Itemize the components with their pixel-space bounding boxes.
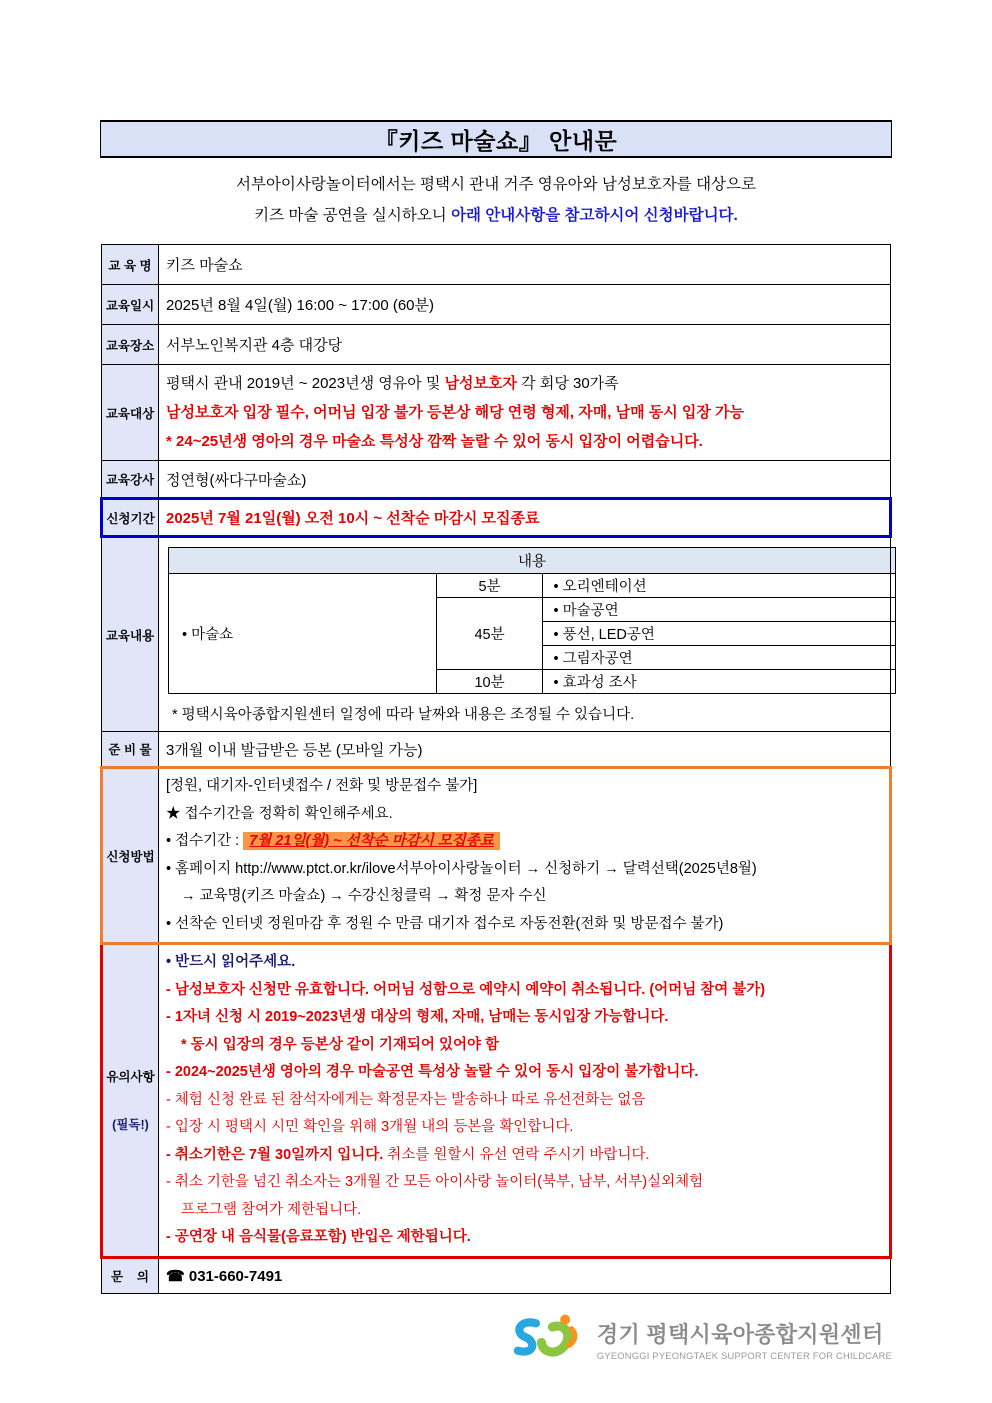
row-label-instructor: 교육강사 xyxy=(102,461,159,499)
row-label-place: 교육장소 xyxy=(102,325,159,365)
notes-line6: - 체험 신청 완료 된 참석자에게는 확정문자는 발송하나 따로 유선전화는 없음 xyxy=(166,1091,646,1108)
intro-line2-prefix: 키즈 마술 공연을 실시하오니 xyxy=(254,207,452,224)
row-label-materials: 준 비 물 xyxy=(102,732,159,768)
row-label-notes xyxy=(102,944,159,1258)
info-table xyxy=(100,244,892,1294)
footer xyxy=(100,1310,892,1369)
schedule-table xyxy=(168,547,896,694)
method-line3-highlight: 7월 21일(월) ~ 선착순 마감시 모집종료 xyxy=(243,832,500,850)
row-value-place: 서부노인복지관 4층 대강당 xyxy=(159,325,891,365)
target-line3: * 24~25년생 영아의 경우 마술쇼 특성상 깜짝 놀랄 수 있어 동시 입장이 어렵습니다. xyxy=(166,433,703,450)
row-value-notes xyxy=(159,944,891,1258)
row-value-period: 2025년 7월 21일(월) 오전 10시 ~ 선착순 마감시 모집종료 xyxy=(159,499,891,537)
notes-row xyxy=(102,944,891,1258)
table-row xyxy=(102,325,891,365)
row-label-content: 교육내용 xyxy=(102,537,159,732)
intro-paragraph xyxy=(100,169,892,231)
schedule-item: • 그림자공연 xyxy=(543,646,896,670)
table-row xyxy=(102,537,891,732)
row-value-materials: 3개월 이내 발급받은 등본 (모바일 가능) xyxy=(159,732,891,768)
table-row xyxy=(102,461,891,499)
row-value-name: 키즈 마술쇼 xyxy=(159,245,891,285)
schedule-duration: 10분 xyxy=(436,670,543,694)
table-row xyxy=(102,245,891,285)
table-row xyxy=(102,365,891,461)
schedule-item: • 마술공연 xyxy=(543,598,896,622)
notes-line11: - 공연장 내 음식물(음료포함) 반입은 제한됩니다. xyxy=(166,1229,471,1245)
org-subtitle: GYEONGGI PYEONGTAEK SUPPORT CENTER FOR CHILDCARE xyxy=(596,1350,892,1361)
schedule-item: • 풍선, LED공연 xyxy=(543,622,896,646)
intro-line2-highlight: 아래 안내사항을 참고하시어 신청바랍니다. xyxy=(451,207,738,224)
row-value-content xyxy=(159,537,891,732)
row-label-target: 교육대상 xyxy=(102,365,159,461)
target-line1-b: 남성보호자 xyxy=(444,375,518,392)
row-value-instructor: 정연형(싸다구마술쇼) xyxy=(159,461,891,499)
method-line4: • 홈페이지 http://www.ptct.or.kr/ilove서부아이사랑놀이터 → 신청하기 → 달력선택(2025년8월) xyxy=(166,860,757,877)
notes-line4: * 동시 입장의 경우 등본상 같이 기재되어 있어야 함 xyxy=(181,1036,500,1053)
schedule-item: • 효과성 조사 xyxy=(543,670,896,694)
notes-line8 xyxy=(166,1142,883,1170)
notice-document xyxy=(100,120,892,1369)
intro-line1: 서부아이사랑놀이터에서는 평택시 관내 거주 영유아와 남성보호자를 대상으로 xyxy=(236,176,756,193)
notes-line3: - 1자녀 신청 시 2019~2023년생 대상의 형제, 자매, 남매는 동시입장 가능합니다. xyxy=(166,1009,669,1025)
method-line1: [정원, 대기자-인터넷접수 / 전화 및 방문접수 불가] xyxy=(166,778,478,794)
application-period-row xyxy=(102,499,891,537)
schedule-row xyxy=(169,574,896,598)
table-row xyxy=(102,732,891,768)
center-logo-icon xyxy=(505,1310,587,1369)
notes-line8-bold: - 취소기한은 7월 30일까지 입니다. xyxy=(166,1146,384,1163)
row-value-target xyxy=(159,365,891,461)
target-line1-c: 각 회당 30가족 xyxy=(517,375,619,392)
notes-label-sub: (필독!) xyxy=(112,1118,149,1133)
row-label-method: 신청방법 xyxy=(102,768,159,944)
notes-line8-rest: 취소를 원할시 유선 연락 주시기 바랍니다. xyxy=(383,1146,650,1163)
notes-line9: - 취소 기한을 넘긴 취소자는 3개월 간 모든 아이사랑 놀이터(북부, 남부, 서부)실외체험 xyxy=(166,1174,704,1190)
method-line3 xyxy=(166,828,883,856)
schedule-duration: 45분 xyxy=(436,598,543,670)
table-row xyxy=(102,1257,891,1293)
schedule-duration: 5분 xyxy=(436,574,543,598)
target-line1 xyxy=(166,369,884,398)
schedule-item: • 오리엔테이션 xyxy=(543,574,896,598)
row-value-datetime: 2025년 8월 4일(월) 16:00 ~ 17:00 (60분) xyxy=(159,285,891,325)
org-text-block xyxy=(597,1318,892,1361)
notes-label: 유의사항 xyxy=(106,1070,155,1085)
notes-label-stack xyxy=(104,1067,157,1133)
row-value-method xyxy=(159,768,891,944)
method-line2: ★ 접수기간을 정확히 확인해주세요. xyxy=(166,805,393,822)
schedule-left-item: • 마술쇼 xyxy=(169,574,437,694)
row-label-name: 교 육 명 xyxy=(102,245,159,285)
schedule-note: * 평택시육아종합지원센터 일정에 따라 날짜와 내용은 조정될 수 있습니다. xyxy=(172,707,635,723)
application-method-row xyxy=(102,768,891,944)
schedule-header-row xyxy=(169,548,896,574)
method-line5: → 교육명(키즈 마술쇼) → 수강신청클릭 → 확정 문자 수신 xyxy=(181,888,547,904)
target-line1-a: 평택시 관내 2019년 ~ 2023년생 영유아 및 xyxy=(166,375,445,392)
row-label-contact: 문 의 xyxy=(102,1257,159,1293)
schedule-header: 내용 xyxy=(169,548,896,574)
page-title: 『키즈 마술쇼』 안내문 xyxy=(374,127,618,154)
notes-line2: - 남성보호자 신청만 유효합니다. 어머님 성함으로 예약시 예약이 취소됩니다. (어머님 참여 불가) xyxy=(166,981,766,998)
row-label-period: 신청기간 xyxy=(102,499,159,537)
page-title-bar xyxy=(100,120,892,158)
row-label-datetime: 교육일시 xyxy=(102,285,159,325)
notes-line10: 프로그램 참여가 제한됩니다. xyxy=(181,1201,362,1218)
row-value-contact: ☎ 031-660-7491 xyxy=(159,1257,891,1293)
notes-line7: - 입장 시 평택시 시민 확인을 위해 3개월 내의 등본을 확인합니다. xyxy=(166,1119,574,1135)
notes-line5: - 2024~2025년생 영아의 경우 마술공연 특성상 놀랄 수 있어 동시 입장이 불가합니다. xyxy=(166,1064,699,1080)
method-line6: • 선착순 인터넷 정원마감 후 정원 수 만큼 대기자 접수로 자동전환(전화 및 방문접수 불가) xyxy=(166,915,724,932)
target-line2: 남성보호자 입장 필수, 어머님 입장 불가 등본상 해당 연령 형제, 자매, 남매 동시 입장 가능 xyxy=(166,404,745,421)
method-line3-label: • 접수기간 : xyxy=(166,833,244,849)
org-name: 경기 평택시육아종합지원센터 xyxy=(596,1321,884,1347)
notes-line1: • 반드시 읽어주세요. xyxy=(166,954,296,970)
table-row xyxy=(102,285,891,325)
